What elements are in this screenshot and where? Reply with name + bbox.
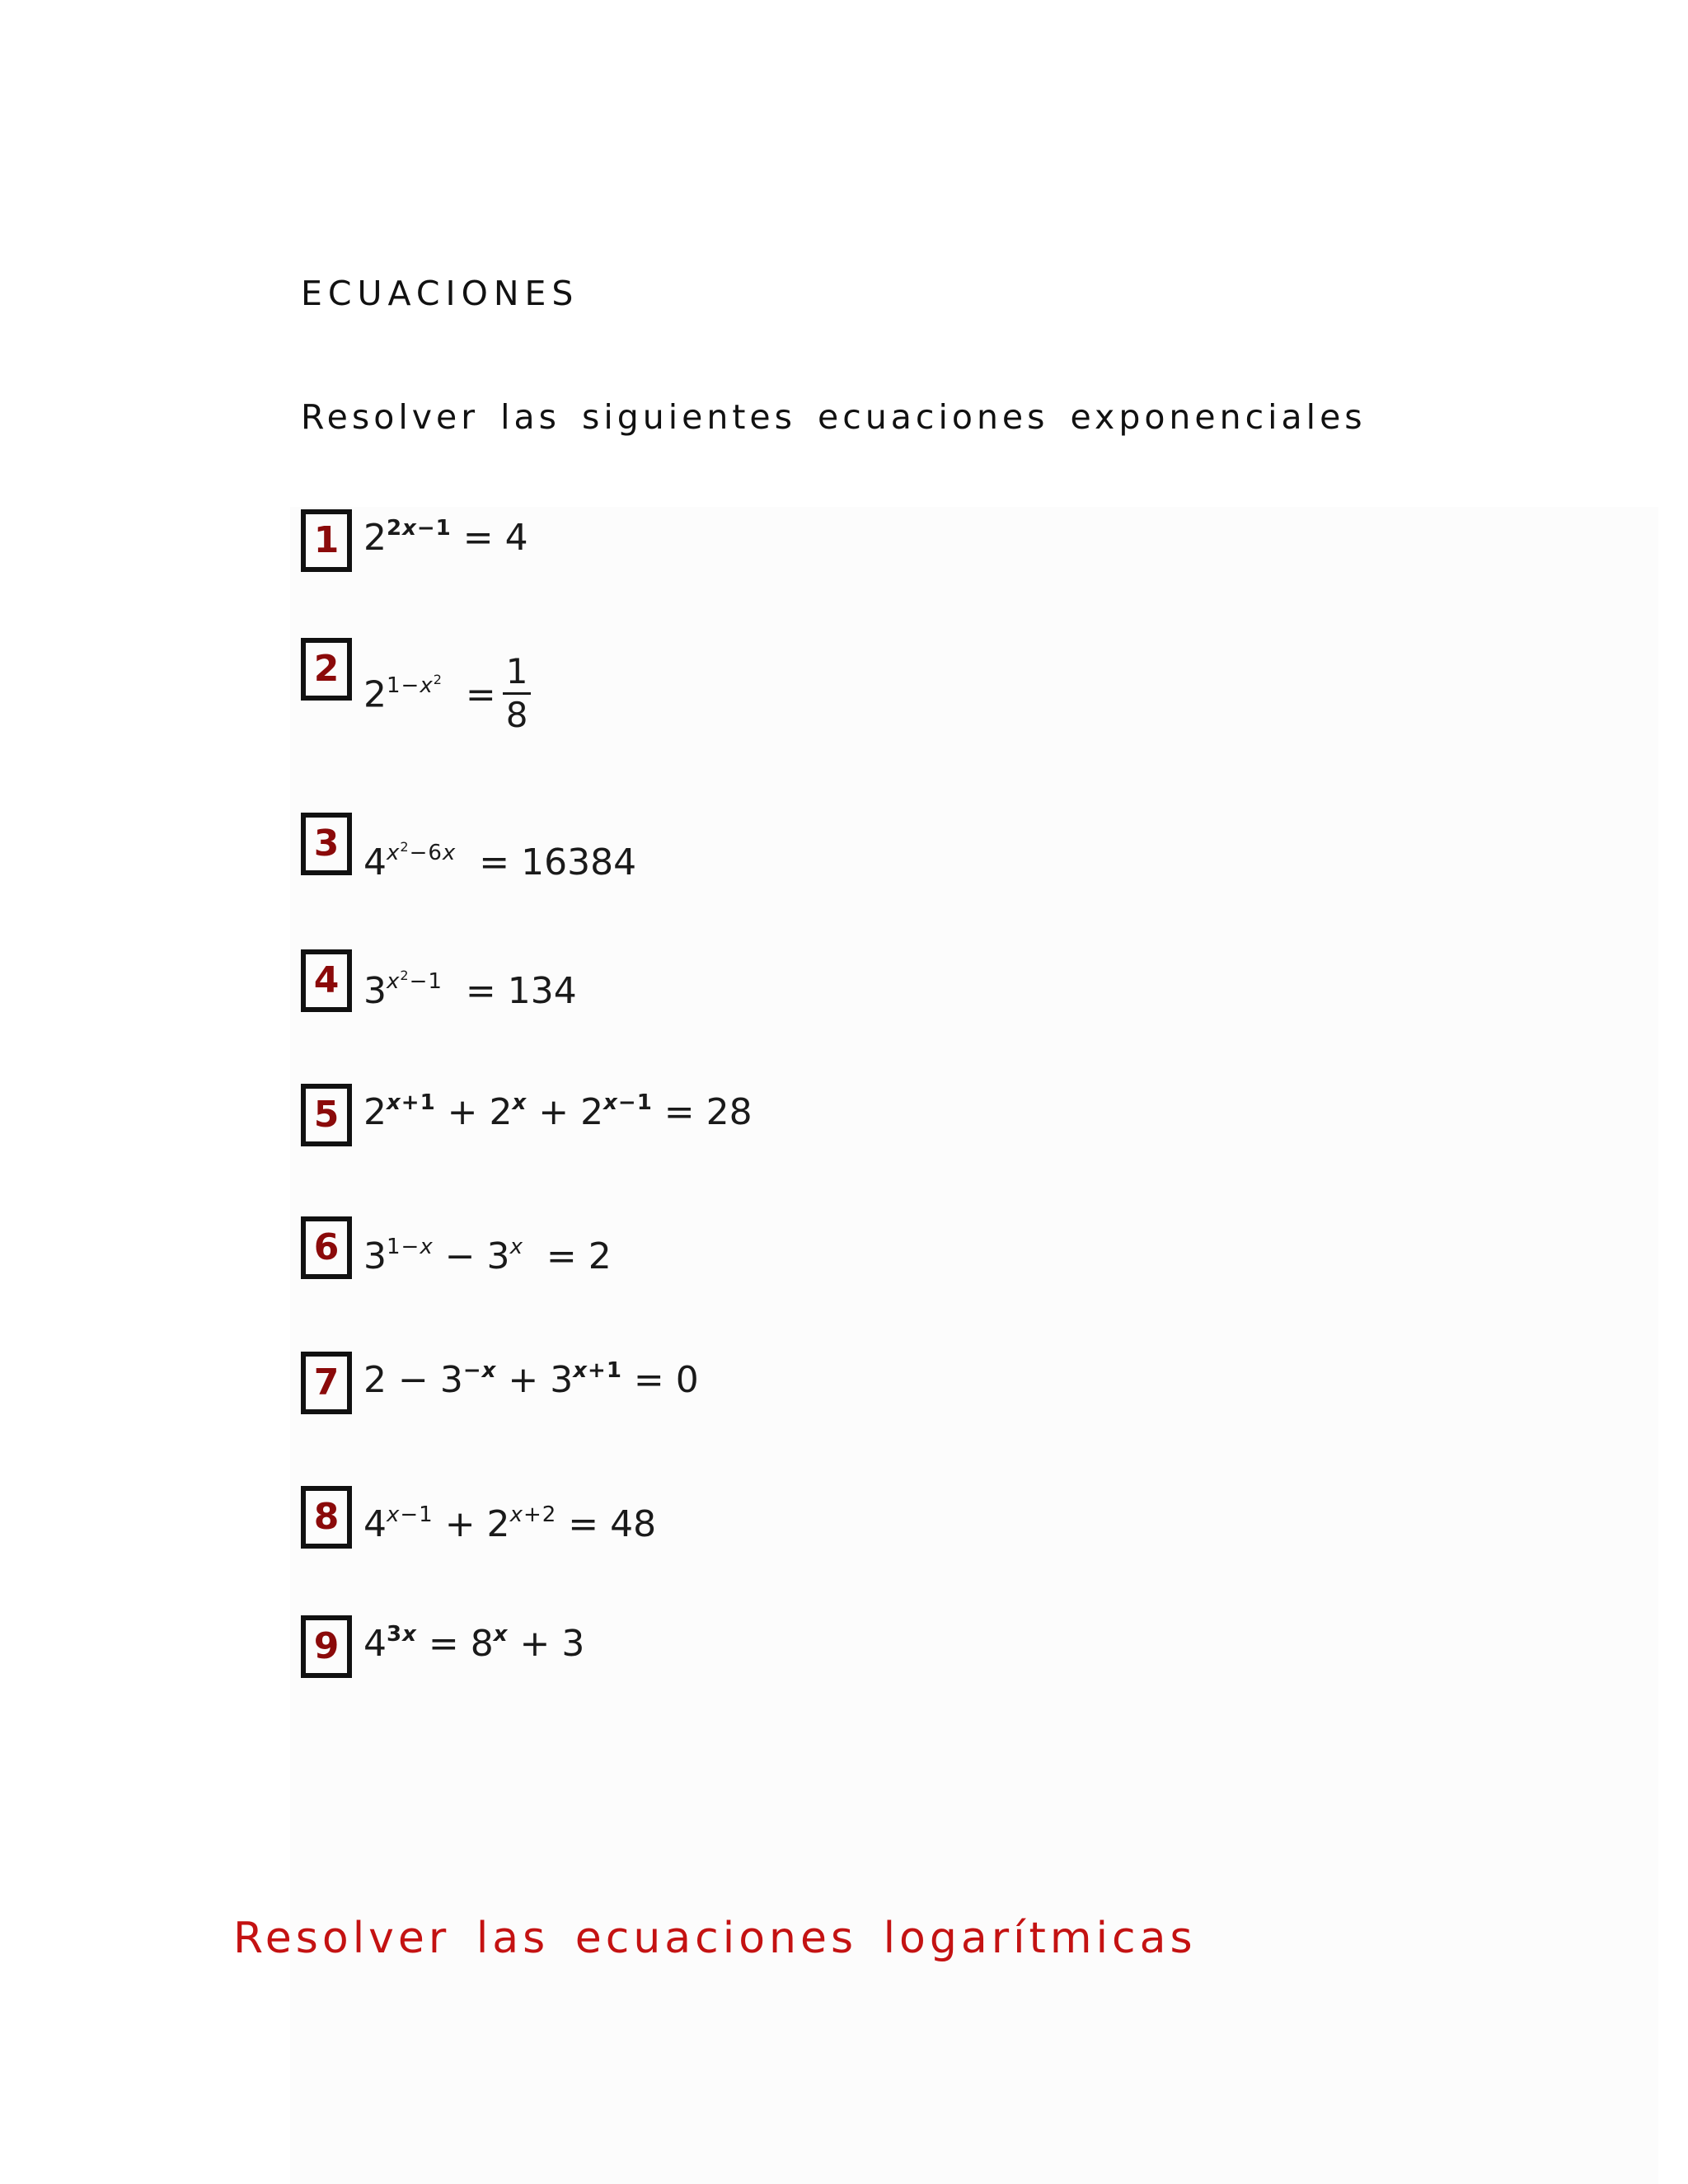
- equation-6: $3^{1-x} - 3^x = 2$: [363, 1235, 612, 1277]
- exercise-number-badge: [301, 1486, 352, 1549]
- exercise-number: 8: [313, 1496, 340, 1538]
- logarithmic-section-title: Resolver las ecuaciones logarítmicas: [233, 1914, 1197, 1963]
- exponential-instruction: Resolver las siguientes ecuaciones exponenciales: [301, 397, 1367, 437]
- equation-7: $2 - 3^{-x} + 3^{x+1} = 0$: [363, 1358, 699, 1401]
- exercise-number-badge: [301, 638, 352, 701]
- exercise-number-badge: [301, 813, 352, 875]
- exercise-number-badge: [301, 1615, 352, 1678]
- page-title: ECUACIONES: [301, 274, 579, 313]
- exercise-6: [301, 1216, 612, 1282]
- equation-9: $4^{3x} = 8^x + 3$: [363, 1622, 585, 1665]
- exercise-number: 2: [313, 648, 340, 690]
- exercise-number-badge: [301, 1216, 352, 1279]
- exercise-7: [301, 1352, 699, 1418]
- exercise-3: [301, 813, 637, 883]
- exercise-number: 4: [313, 959, 340, 1001]
- equation-8: $4^{x-1} + 2^{x+2} = 48$: [363, 1502, 657, 1545]
- equation-2: $2^{1-x^2}$ = $\frac{1}{8}$: [363, 654, 531, 739]
- exercise-number: 7: [313, 1361, 340, 1404]
- exercise-number-badge: [301, 949, 352, 1012]
- exercise-number-badge: [301, 1352, 352, 1414]
- exercise-4: [301, 949, 577, 1015]
- exercise-number: 5: [313, 1094, 340, 1136]
- exercise-number: 3: [313, 823, 340, 865]
- exercise-number: 1: [313, 519, 340, 561]
- exercise-number: 6: [313, 1226, 340, 1268]
- equation-4: $3^{x^2-1} = 134$: [363, 968, 577, 1012]
- exercise-9: [301, 1615, 584, 1681]
- exercise-number-badge: [301, 1084, 352, 1146]
- equation-5: $2^{x+1} + 2^x + 2^{x-1} = 28$: [363, 1090, 753, 1133]
- exercise-1: [301, 509, 528, 575]
- fraction: $\frac{1}{8}$: [503, 651, 532, 736]
- equation-1: $2^{2x-1} = 4$: [363, 516, 528, 559]
- exercise-number: 9: [313, 1625, 340, 1667]
- equation-3: $4^{x^2-6x} = 16384$: [363, 839, 637, 883]
- exercise-number-badge: [301, 509, 352, 572]
- exercise-5: [301, 1084, 753, 1150]
- exercise-8: [301, 1486, 656, 1552]
- exercise-2: [301, 638, 531, 735]
